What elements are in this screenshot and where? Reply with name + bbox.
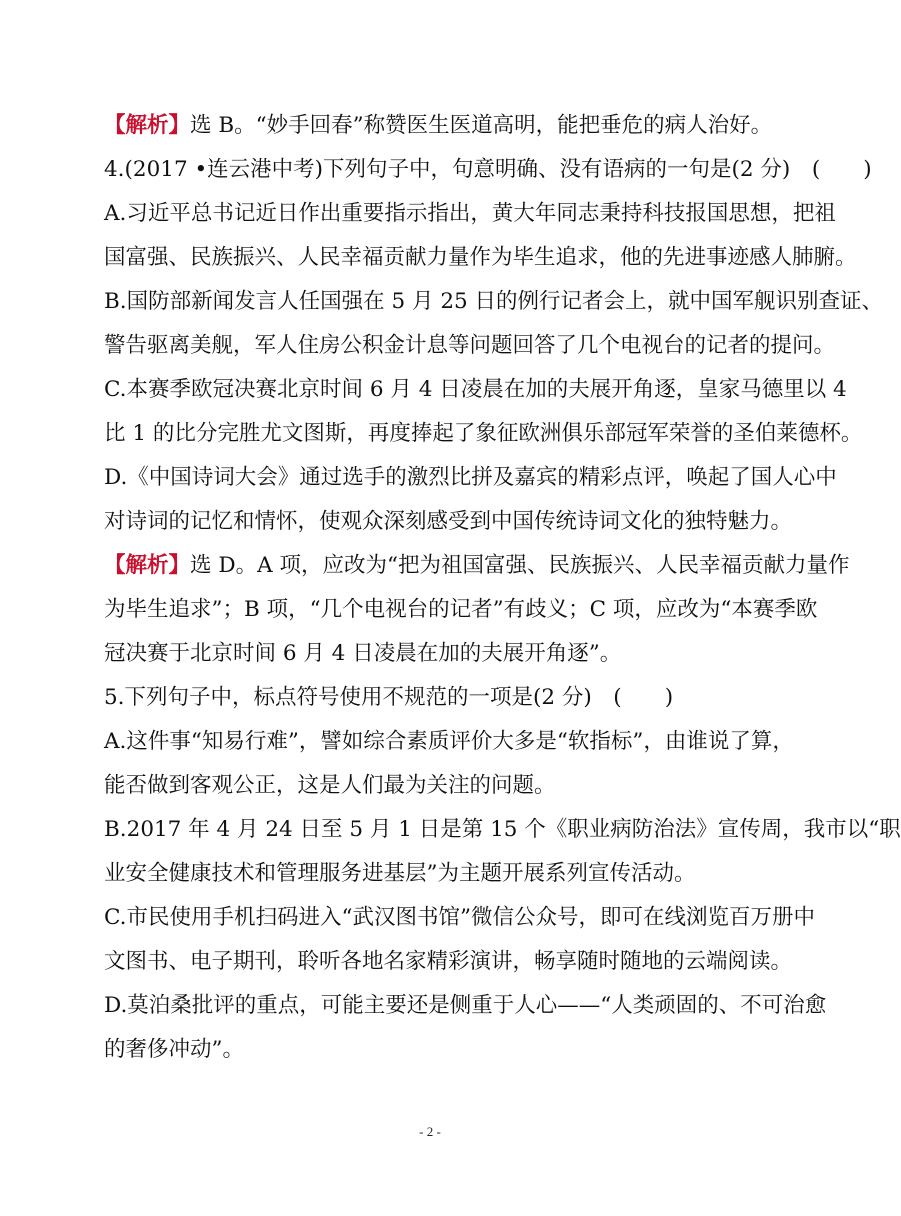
q5-stem: 5.下列句子中，标点符号使用不规范的一项是(2 分) ( ) xyxy=(104,685,674,710)
q4-analysis-line1 xyxy=(104,544,850,588)
q3-analysis-text: 选 B。“妙手回春”称赞医生医道高明，能把垂危的病人治好。 xyxy=(190,113,773,138)
q5-option-c-line1: C.市民使用手机扫码进入“武汉图书馆”微信公众号，即可在线浏览百万册中 xyxy=(104,905,816,930)
q5-option-c-line2: 文图书、电子期刊，聆听各地名家精彩演讲，畅享随时随地的云端阅读。 xyxy=(104,949,793,974)
q4-option-a-line1: A.习近平总书记近日作出重要指示指出，黄大年同志秉持科技报国思想，把祖 xyxy=(104,201,836,226)
q4-stem: 4.(2017 •连云港中考)下列句子中，句意明确、没有语病的一句是(2 分) ( ) xyxy=(104,157,872,182)
analysis-tag: 【解析】 xyxy=(104,113,191,138)
q4-option-d-line1: D.《中国诗词大会》通过选手的激烈比拼及嘉宾的精彩点评，唤起了国人心中 xyxy=(104,465,837,490)
q5-option-b-line1: B.2017 年 4 月 24 日至 5 月 1 日是第 15 个《职业病防治法》宣传周，我市以“职 xyxy=(104,817,901,842)
page-content xyxy=(104,104,901,1072)
q4-analysis-line3: 冠决赛于北京时间 6 月 4 日凌晨在加的夫展开角逐”。 xyxy=(104,641,622,666)
q5-option-d-line1: D.莫泊桑批评的重点，可能主要还是侧重于人心——“人类顽固的、不可治愈 xyxy=(104,993,827,1018)
q5-option-a-line2: 能否做到客观公正，这是人们最为关注的问题。 xyxy=(104,773,556,798)
q4-option-c-line1: C.本赛季欧冠决赛北京时间 6 月 4 日凌晨在加的夫展开角逐，皇家马德里以 4 xyxy=(104,377,847,402)
page-number: - 2 - xyxy=(419,1124,441,1139)
q4-option-a-line2: 国富强、民族振兴、人民幸福贡献力量作为毕生追求，他的先进事迹感人肺腑。 xyxy=(104,245,857,270)
q3-analysis xyxy=(104,104,804,148)
q4-option-b-line1: B.国防部新闻发言人任国强在 5 月 25 日的例行记者会上，就中国军舰识别查证、 xyxy=(104,289,884,314)
q4-analysis-line2: 为毕生追求”；B 项，“几个电视台的记者”有歧义；C 项，应改为“本赛季欧 xyxy=(104,597,818,622)
q5-option-b-line2: 业安全健康技术和管理服务进基层”为主题开展系列宣传活动。 xyxy=(104,861,696,886)
q5-option-a-line1: A.这件事“知易行难”，譬如综合素质评价大多是“软指标”，由谁说了算， xyxy=(104,729,794,754)
q4-option-b-line2: 警告驱离美舰，军人住房公积金计息等问题回答了几个电视台的记者的提问。 xyxy=(104,333,836,358)
q4-option-d-line2: 对诗词的记忆和情怀，使观众深刻感受到中国传统诗词文化的独特魅力。 xyxy=(104,509,793,534)
analysis-tag: 【解析】 xyxy=(104,553,191,578)
q4-option-c-line2: 比 1 的比分完胜尤文图斯，再度捧起了象征欧洲俱乐部冠军荣誉的圣伯莱德杯。 xyxy=(104,421,863,446)
q5-option-d-line2: 的奢侈冲动”。 xyxy=(104,1037,244,1062)
q4-analysis-text: 选 D。A 项，应改为“把为祖国富强、民族振兴、人民幸福贡献力量作 xyxy=(190,553,850,578)
